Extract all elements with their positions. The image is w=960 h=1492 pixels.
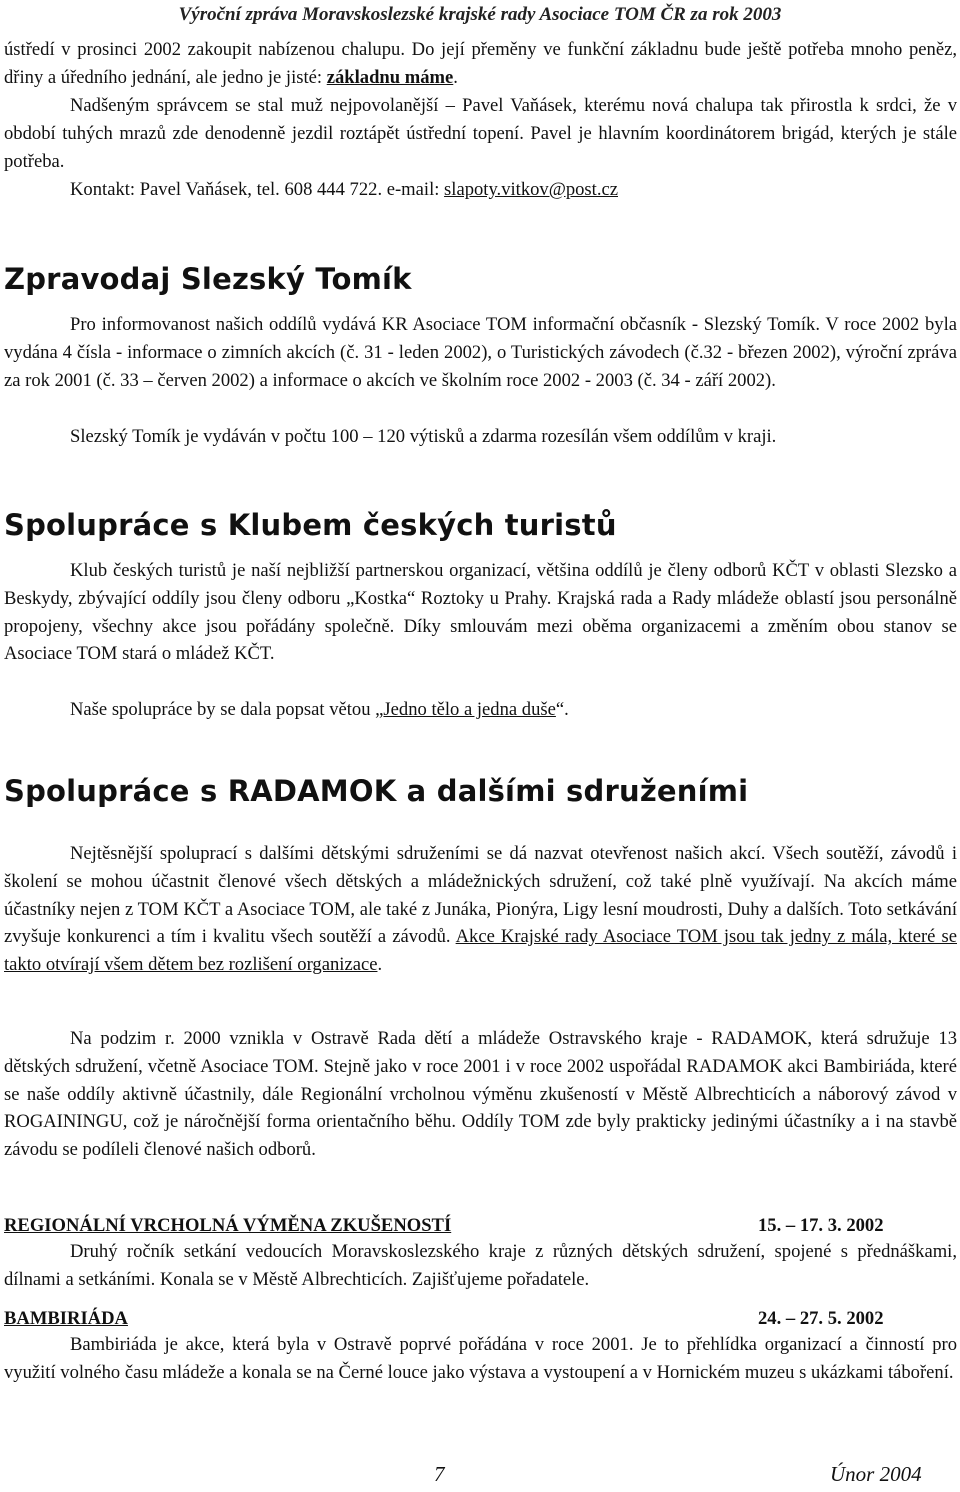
kct-motto-line xyxy=(4,696,957,724)
zpravodaj-paragraph: Pro informovanost našich oddílů vydává KR Asociace TOM informační občasník - Slezský Tomík. V roce 2002 byla vydána 4 čísla - informace o zimních akcích (č. 31 - leden 2002), o Turistických závodech (č.32 - březen 2002), výroční zpráva za rok 2001 (č. 33 – červen 2002) a informace o akcích ve školním roce 2002 - 2003 (č. 34 - září 2002). xyxy=(4,314,957,391)
caretaker-paragraph: Nadšeným správcem se stal muž nejpovolanější – Pavel Vaňásek, kterému nová chalupa tak přirostla k srdci, že v období tuhých mrazů zde denodenně jezdil roztápět ústřední topení. Pavel je hlavním koordinátorem brigád, kterých je stále potřeba. xyxy=(4,95,957,172)
kct-motto-pre: Naše spolupráce by se dala popsat větou „ xyxy=(70,699,384,720)
kct-motto-post: “. xyxy=(555,699,569,720)
intro-text: ústředí v prosinci 2002 zakoupit nabízenou chalupu. Do její přeměny ve funkční základnu bude ještě potřeba mnoho peněz, dřiny a úředního jednání, ale jedno je jisté: xyxy=(4,39,957,88)
event-row-bambiriada xyxy=(4,1305,957,1333)
intro-text-end: . xyxy=(453,66,458,88)
intro-emphasis: základnu máme xyxy=(326,66,454,88)
event-title: BAMBIRIÁDA xyxy=(4,1308,128,1329)
intro-paragraph xyxy=(4,36,957,92)
radamok-emphasis: Akce Krajské rady Asociace TOM jsou tak jedny z mála, které se takto otvírají všem dětem bez rozlišení organizace xyxy=(4,926,957,976)
event-date: 24. – 27. 5. 2002 xyxy=(758,1308,884,1329)
event-description: Bambiriáda je akce, která byla v Ostravě poprvé pořádána v roce 2001. Je to přehlídka organizací a činností pro využití volného času mládeže a konala se na Černé louce jako výstava a vystoupení a v Hornickém muzeu s ukázkami táboření. xyxy=(4,1334,957,1383)
contact-label: Kontakt: Pavel Vaňásek, tel. 608 444 722. e-mail: xyxy=(70,179,445,200)
page-number: 7 xyxy=(434,1462,445,1486)
event-description: Druhý ročník setkání vedoucích Moravskoslezského kraje z různých dětských sdružení, spojené s přednáškami, dílnami a setkáními. Konala se v Městě Albrechticích. Zajišťujeme pořadatele. xyxy=(4,1241,957,1290)
contact-email-link[interactable]: slapoty.vitkov@post.cz xyxy=(444,179,618,200)
radamok-paragraph-1 xyxy=(4,840,957,979)
zpravodaj-circulation: Slezský Tomík je vydáván v počtu 100 – 120 výtisků a zdarma rozesílán všem oddílům v kraji. xyxy=(70,426,777,447)
section-heading-radamok: Spolupráce s RADAMOK a dalšími sdruženími xyxy=(4,774,749,808)
radamok-text-end: . xyxy=(377,954,383,976)
radamok-paragraph-2: Na podzim r. 2000 vznikla v Ostravě Rada dětí a mládeže Ostravského kraje - RADAMOK, která sdružuje 13 dětských sdružení, včetně Asociace TOM. Stejně jako v roce 2001 i v roce 2002 uspořádal RADAMOK akci Bambiriáda, které se naše oddíly aktivně účastnily, dále Regionální vrcholnou výměnu zkušeností v Městě Albrechticích a náborový závod v ROGAININGU, což je náročnější forma orientačního běhu. Oddíly TOM zde byly prakticky jedinými účastníky a i na stavbě závodu se podíleli členové našich odborů. xyxy=(4,1028,957,1161)
section-heading-zpravodaj: Zpravodaj Slezský Tomík xyxy=(4,262,412,296)
contact-line xyxy=(4,176,957,204)
kct-paragraph: Klub českých turistů je naší nejbližší partnerskou organizací, většina oddílů je členy odborů KČT v oblasti Slezsko a Beskydy, zbývající oddíly jsou členy odboru „Kostka“ Roztoky u Prahy. Krajská rada a Rady mládeže oblastí jsou personálně propojeny, všechny akce jsou pořádány společně. Díky smlouvám mezi oběma organizacemi a změním obou stanov se Asociace TOM stará o mládež KČT. xyxy=(4,560,957,665)
event-date: 15. – 17. 3. 2002 xyxy=(758,1215,884,1236)
event-row-vrcholna-vymena xyxy=(4,1212,957,1240)
section-heading-kct: Spolupráce s Klubem českých turistů xyxy=(4,508,617,542)
footer-date: Únor 2004 xyxy=(830,1462,922,1486)
event-title: REGIONÁLNÍ VRCHOLNÁ VÝMĚNA ZKUŠENOSTÍ xyxy=(4,1215,452,1236)
page-header: Výroční zpráva Moravskoslezské krajské rady Asociace TOM ČR za rok 2003 xyxy=(178,4,782,25)
radamok-text: Nejtěsnější spoluprací s dalšími dětskými sdruženími se dá nazvat otevřenost našich akcí. Všech soutěží, závodů i školení se mohou účastnit členové všech dětských a mládežnických sdružení, což také plně využívají. Na akcích máme účastníky nejen z TOM KČT a Asociace TOM, ale také z Junáka, Pionýra, Ligy lesní moudrosti, Duhy a dalších. Toto setkávání zvyšuje konkurenci a tím i kvalitu všech soutěží a závodů. xyxy=(4,843,957,948)
kct-motto: Jedno tělo a jedna duše xyxy=(383,699,556,720)
